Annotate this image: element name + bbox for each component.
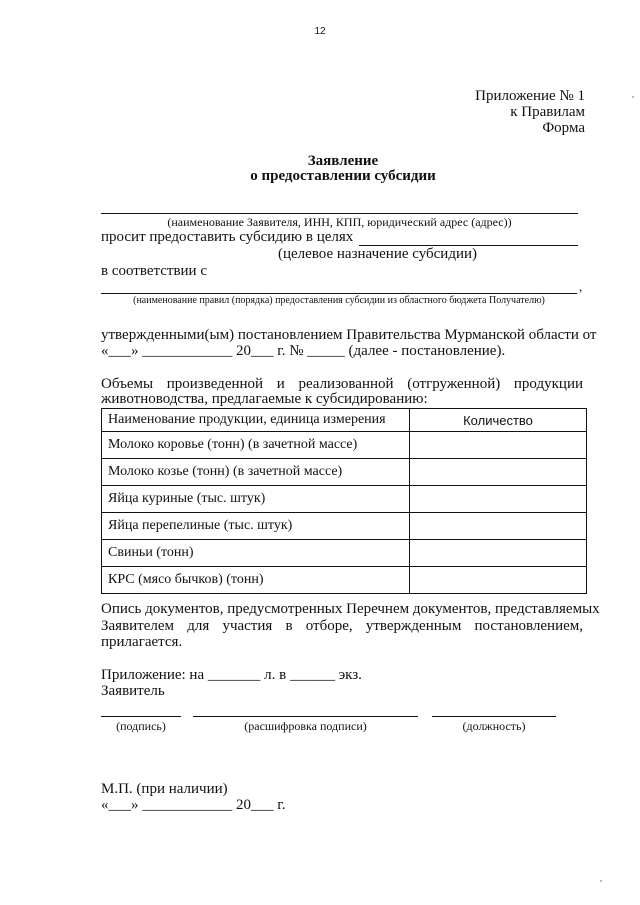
quantity-cell[interactable] bbox=[410, 513, 587, 540]
quantity-cell[interactable] bbox=[410, 486, 587, 513]
stamp-year-prefix: 20 bbox=[236, 797, 251, 813]
quantity-cell[interactable] bbox=[410, 567, 587, 594]
appendix-number: Приложение № 1 bbox=[475, 88, 585, 104]
document-title: Заявление bbox=[307, 153, 379, 169]
signature-hint: (подпись) bbox=[116, 719, 166, 733]
inventory-word: для bbox=[187, 618, 210, 634]
table-row bbox=[102, 567, 587, 594]
stamp-year-suffix: г. bbox=[277, 797, 286, 813]
inventory-word: утвержденным bbox=[365, 618, 462, 634]
inventory-word: постановлением, bbox=[474, 618, 583, 634]
applicant-label: Заявитель bbox=[101, 683, 165, 699]
attachment-copies-suffix: экз. bbox=[338, 667, 362, 683]
applicant-name-line bbox=[101, 213, 578, 214]
document-subtitle: о предоставлении субсидии bbox=[250, 168, 436, 184]
approved-blank-month: ____________ bbox=[142, 343, 233, 359]
volumes-word: и bbox=[276, 376, 285, 392]
applicant-hint: (наименование Заявителя, ИНН, КПП, юридический адрес (адрес)) bbox=[167, 215, 512, 229]
rules-comma: , bbox=[579, 279, 583, 294]
inventory-word: в bbox=[285, 618, 293, 634]
approved-tail: (далее - постановление). bbox=[348, 343, 506, 359]
volumes-line2: животноводства, предлагаемые к субсидированию: bbox=[101, 391, 428, 407]
table-row bbox=[102, 459, 587, 486]
appendix-form-label: Форма bbox=[542, 120, 585, 136]
inventory-line2 bbox=[101, 618, 583, 635]
signature-decode-hint: (расшифровка подписи) bbox=[244, 719, 367, 733]
table-row bbox=[102, 513, 587, 540]
quantity-cell[interactable] bbox=[410, 540, 587, 567]
approved-quote-open: « bbox=[101, 343, 109, 359]
inventory-line3: прилагается. bbox=[101, 634, 183, 650]
quantity-cell[interactable] bbox=[410, 459, 587, 486]
stamp-date-line bbox=[101, 797, 285, 814]
attachment-blank-copies: ______ bbox=[289, 667, 335, 683]
approved-line2 bbox=[101, 343, 505, 360]
products-table bbox=[101, 408, 587, 594]
approved-quote-close: » bbox=[131, 343, 139, 359]
approved-year-prefix: 20 bbox=[236, 343, 251, 359]
table-row bbox=[102, 432, 587, 459]
rules-line bbox=[101, 293, 577, 294]
product-name-cell: Яйца перепелиные (тыс. штук) bbox=[102, 513, 410, 540]
table-header-product: Наименование продукции, единица измерения bbox=[102, 409, 410, 432]
scan-speck bbox=[632, 96, 634, 98]
stamp-blank-day: ___ bbox=[108, 797, 131, 813]
product-name-cell: Свиньи (тонн) bbox=[102, 540, 410, 567]
signature-decode-line bbox=[193, 716, 418, 717]
approved-line1: утвержденными(ым) постановлением Правительства Мурманской области от bbox=[101, 327, 597, 343]
signature-line bbox=[101, 716, 181, 717]
stamp-quote-open: « bbox=[101, 797, 109, 813]
page-number: 12 bbox=[314, 26, 326, 37]
rules-hint: (наименование правил (порядка) предоставления субсидии из областного бюджета Получателю) bbox=[133, 295, 545, 306]
volumes-word: (отгруженной) bbox=[407, 376, 501, 392]
volumes-word: произведенной bbox=[166, 376, 264, 392]
table-row bbox=[102, 486, 587, 513]
product-name-cell: Молоко коровье (тонн) (в зачетной массе) bbox=[102, 432, 410, 459]
stamp-blank-year: ___ bbox=[251, 797, 274, 813]
quantity-cell[interactable] bbox=[410, 432, 587, 459]
volumes-word: продукции bbox=[513, 376, 584, 392]
approved-blank-year: ___ bbox=[251, 343, 274, 359]
position-line bbox=[432, 716, 556, 717]
inventory-word: Заявителем bbox=[101, 618, 175, 634]
volumes-word: реализованной bbox=[298, 376, 394, 392]
table-header-quantity: Количество bbox=[410, 409, 587, 432]
product-name-cell: КРС (мясо бычков) (тонн) bbox=[102, 567, 410, 594]
inventory-line1: Опись документов, предусмотренных Перечнем документов, представляемых bbox=[101, 601, 600, 617]
position-hint: (должность) bbox=[462, 719, 526, 733]
attachment-blank-sheets: _______ bbox=[207, 667, 261, 683]
request-text: просит предоставить субсидию в целях bbox=[101, 229, 354, 245]
table-header-row bbox=[102, 409, 587, 432]
product-name-cell: Яйца куриные (тыс. штук) bbox=[102, 486, 410, 513]
approved-number-label: г. № bbox=[277, 343, 304, 359]
inventory-word: отборе, bbox=[305, 618, 353, 634]
attachment-line bbox=[101, 667, 362, 684]
according-text: в соответствии с bbox=[101, 263, 207, 279]
attachment-label: Приложение: на bbox=[101, 667, 205, 683]
stamp-quote-close: » bbox=[131, 797, 139, 813]
stamp-label: М.П. (при наличии) bbox=[101, 781, 228, 797]
product-name-cell: Молоко козье (тонн) (в зачетной массе) bbox=[102, 459, 410, 486]
table-row bbox=[102, 540, 587, 567]
attachment-sheets-suffix: л. в bbox=[264, 667, 287, 683]
inventory-word: участия bbox=[222, 618, 273, 634]
purpose-hint: (целевое назначение субсидии) bbox=[278, 246, 478, 262]
approved-blank-number: _____ bbox=[307, 343, 345, 359]
approved-blank-day: ___ bbox=[108, 343, 131, 359]
appendix-rules-ref: к Правилам bbox=[510, 104, 585, 120]
scan-speck bbox=[600, 880, 602, 882]
stamp-blank-month: ____________ bbox=[142, 797, 233, 813]
volumes-word: Объемы bbox=[101, 376, 154, 392]
